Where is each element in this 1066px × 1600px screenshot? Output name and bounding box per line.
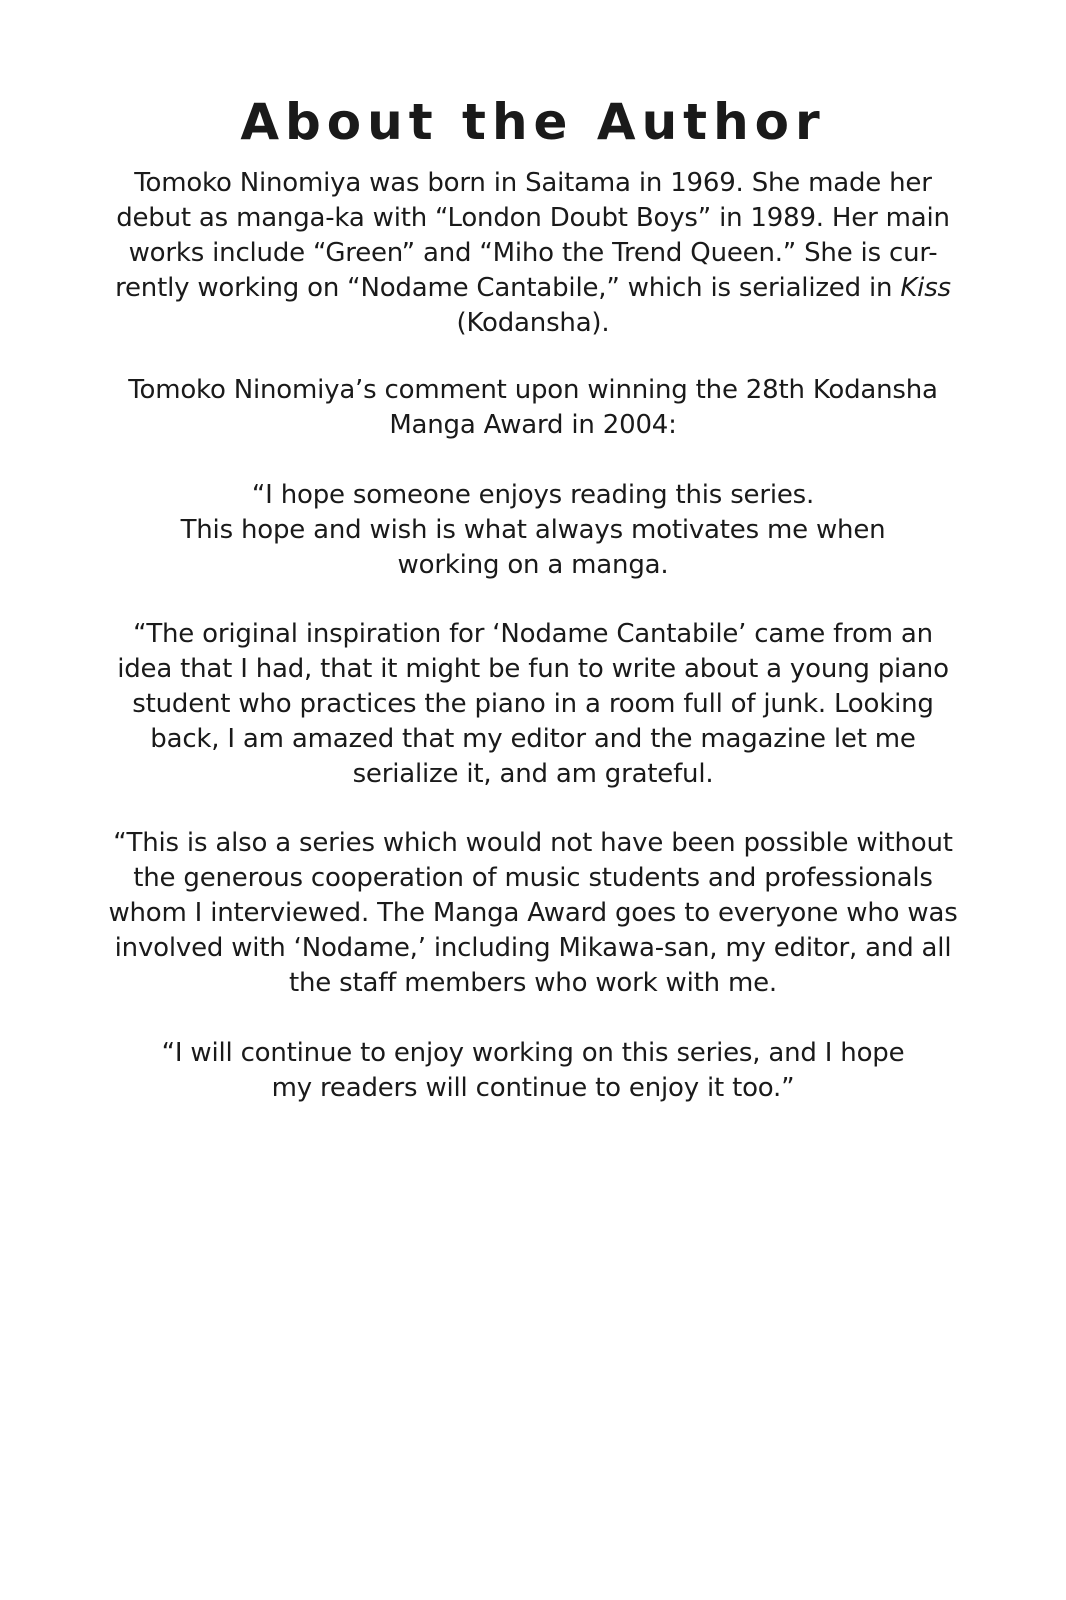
text-line: “I hope someone enjoys reading this series. (251, 480, 815, 510)
quote-paragraph-4 (60, 1036, 1006, 1106)
magazine-title: Kiss (900, 273, 951, 303)
text-line: Tomoko Ninomiya was born in Saitama in 1969. She made her (134, 168, 932, 198)
quote-paragraph-1 (60, 478, 1006, 583)
text-line: (Kodansha). (456, 308, 610, 338)
comment-intro-paragraph (60, 373, 1006, 443)
page-title: About the Author (240, 93, 826, 151)
text-segment: rently working on “Nodame Cantabile,” which is serialized in (115, 273, 901, 303)
text-line: involved with ‘Nodame,’ including Mikawa-san, my editor, and all (114, 933, 952, 963)
text-line: works include “Green” and “Miho the Trend Queen.” She is cur- (128, 238, 938, 268)
text-line: “The original inspiration for ‘Nodame Cantabile’ came from an (133, 619, 933, 649)
text-line: “This is also a series which would not have been possible without (113, 828, 953, 858)
quote-paragraph-2 (60, 617, 1006, 792)
text-line: my readers will continue to enjoy it too.” (271, 1073, 795, 1103)
text-line: back, I am amazed that my editor and the magazine let me (150, 724, 916, 754)
text-line: serialize it, and am grateful. (352, 759, 714, 789)
text-line: working on a manga. (397, 550, 669, 580)
text-line: the staff members who work with me. (289, 968, 777, 998)
text-line: Tomoko Ninomiya’s comment upon winning the 28th Kodansha (128, 375, 938, 405)
text-line: Manga Award in 2004: (389, 410, 677, 440)
quote-paragraph-3 (60, 826, 1006, 1001)
text-line: debut as manga-ka with “London Doubt Boys” in 1989. Her main (116, 203, 950, 233)
text-line: student who practices the piano in a room full of junk. Looking (132, 689, 934, 719)
text-line: the generous cooperation of music students and professionals (133, 863, 933, 893)
text-line (60, 271, 1006, 306)
text-line: whom I interviewed. The Manga Award goes to everyone who was (108, 898, 958, 928)
text-line: This hope and wish is what always motivates me when (180, 515, 886, 545)
text-line: “I will continue to enjoy working on this series, and I hope (161, 1038, 905, 1068)
author-bio-paragraph (60, 166, 1006, 341)
text-line: idea that I had, that it might be fun to write about a young piano (117, 654, 949, 684)
